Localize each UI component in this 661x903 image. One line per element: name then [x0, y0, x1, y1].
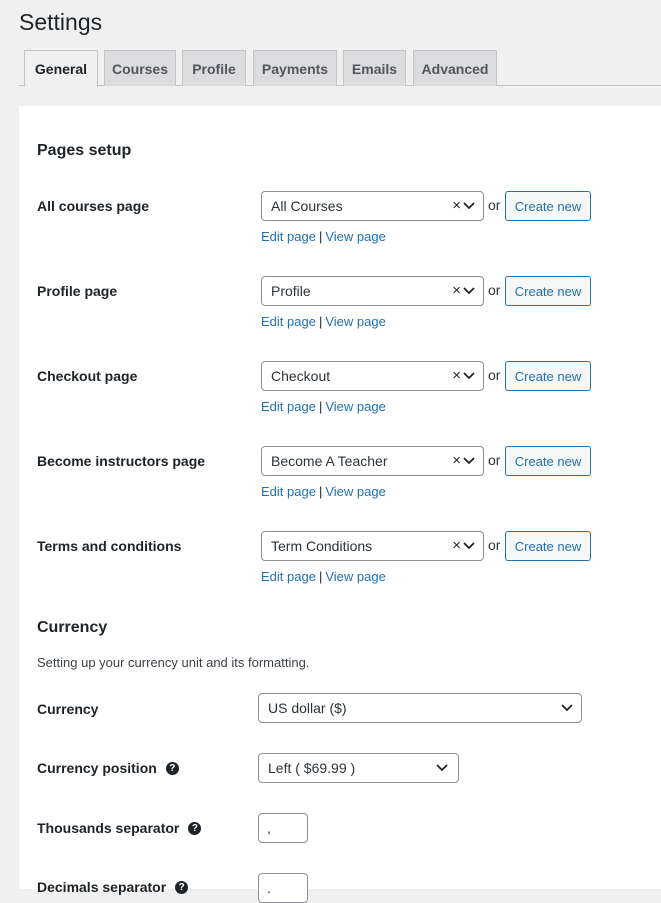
- create-new-button[interactable]: Create new: [505, 531, 591, 561]
- terms-and-conditions-select[interactable]: [261, 531, 484, 561]
- clear-icon[interactable]: ×: [452, 537, 461, 554]
- edit-page-link[interactable]: Edit page: [261, 229, 316, 244]
- tab-advanced[interactable]: Advanced: [413, 50, 497, 86]
- clear-icon[interactable]: ×: [452, 452, 461, 469]
- view-page-link[interactable]: View page: [325, 569, 386, 584]
- chevron-down-icon[interactable]: [463, 456, 475, 466]
- thousands-separator-label-text: Thousands separator: [37, 820, 180, 836]
- all-courses-page-select[interactable]: [261, 191, 484, 221]
- edit-page-link[interactable]: Edit page: [261, 399, 316, 414]
- currency-position-label-text: Currency position: [37, 760, 157, 776]
- edit-page-link[interactable]: Edit page: [261, 484, 316, 499]
- edit-page-link[interactable]: Edit page: [261, 569, 316, 584]
- checkout-page-select[interactable]: [261, 361, 484, 391]
- chevron-down-icon[interactable]: [463, 541, 475, 551]
- chevron-down-icon[interactable]: [463, 371, 475, 381]
- clear-icon[interactable]: ×: [452, 367, 461, 384]
- tab-courses[interactable]: Courses: [104, 50, 176, 86]
- view-page-link[interactable]: View page: [325, 484, 386, 499]
- select-value: Become A Teacher: [271, 453, 388, 469]
- view-page-link[interactable]: View page: [325, 314, 386, 329]
- decimals-separator-input[interactable]: [258, 873, 308, 903]
- create-new-button[interactable]: Create new: [505, 276, 591, 306]
- currency-heading: Currency: [37, 619, 108, 636]
- currency-position-select[interactable]: [258, 753, 459, 783]
- help-icon[interactable]: ?: [166, 762, 179, 775]
- select-value: Left ( $69.99 ): [268, 760, 356, 776]
- clear-icon[interactable]: ×: [452, 282, 461, 299]
- or-text: or: [488, 452, 501, 468]
- checkout-page-label: Checkout page: [37, 368, 138, 384]
- tab-general[interactable]: General: [24, 50, 98, 87]
- select-value: Profile: [271, 283, 311, 299]
- select-value: US dollar ($): [268, 700, 347, 716]
- edit-page-link[interactable]: Edit page: [261, 314, 316, 329]
- tab-emails[interactable]: Emails: [343, 50, 406, 86]
- link-separator: |: [318, 484, 323, 499]
- or-text: or: [488, 367, 501, 383]
- page-links: [261, 569, 386, 584]
- view-page-link[interactable]: View page: [325, 229, 386, 244]
- page-links: [261, 229, 386, 244]
- help-icon[interactable]: ?: [175, 881, 188, 894]
- chevron-down-icon[interactable]: [561, 703, 573, 713]
- become-instructors-page-select[interactable]: [261, 446, 484, 476]
- page-links: [261, 399, 386, 414]
- currency-label: Currency: [37, 701, 99, 717]
- become-instructors-page-label: Become instructors page: [37, 453, 206, 469]
- chevron-down-icon[interactable]: [463, 286, 475, 296]
- link-separator: |: [318, 229, 323, 244]
- view-page-link[interactable]: View page: [325, 399, 386, 414]
- all-courses-page-label: All courses page: [37, 198, 150, 214]
- currency-description: Setting up your currency unit and its formatting.: [37, 655, 310, 670]
- link-separator: |: [318, 569, 323, 584]
- tab-payments[interactable]: Payments: [253, 50, 337, 86]
- create-new-button[interactable]: Create new: [505, 446, 591, 476]
- profile-page-label: Profile page: [37, 283, 118, 299]
- page-links: [261, 484, 386, 499]
- settings-tabs: [19, 50, 661, 86]
- page-title: Settings: [19, 9, 103, 35]
- chevron-down-icon[interactable]: [463, 201, 475, 211]
- currency-select[interactable]: [258, 693, 582, 723]
- link-separator: |: [318, 399, 323, 414]
- create-new-button[interactable]: Create new: [505, 361, 591, 391]
- help-icon[interactable]: ?: [188, 822, 201, 835]
- tab-profile[interactable]: Profile: [182, 50, 246, 86]
- terms-and-conditions-label: Terms and conditions: [37, 538, 182, 554]
- settings-panel: [19, 106, 661, 895]
- thousands-separator-input[interactable]: [258, 813, 308, 843]
- or-text: or: [488, 537, 501, 553]
- decimals-separator-label: [37, 879, 188, 895]
- chevron-down-icon[interactable]: [436, 763, 448, 773]
- or-text: or: [488, 197, 501, 213]
- link-separator: |: [318, 314, 323, 329]
- select-value: All Courses: [271, 198, 343, 214]
- create-new-button[interactable]: Create new: [505, 191, 591, 221]
- or-text: or: [488, 282, 501, 298]
- currency-position-label: [37, 760, 179, 776]
- thousands-separator-label: [37, 820, 201, 836]
- select-value: Checkout: [271, 368, 331, 384]
- clear-icon[interactable]: ×: [452, 197, 461, 214]
- page-links: [261, 314, 386, 329]
- select-value: Term Conditions: [271, 538, 373, 554]
- pages-setup-heading: Pages setup: [37, 142, 132, 159]
- decimals-separator-label-text: Decimals separator: [37, 879, 167, 895]
- profile-page-select[interactable]: [261, 276, 484, 306]
